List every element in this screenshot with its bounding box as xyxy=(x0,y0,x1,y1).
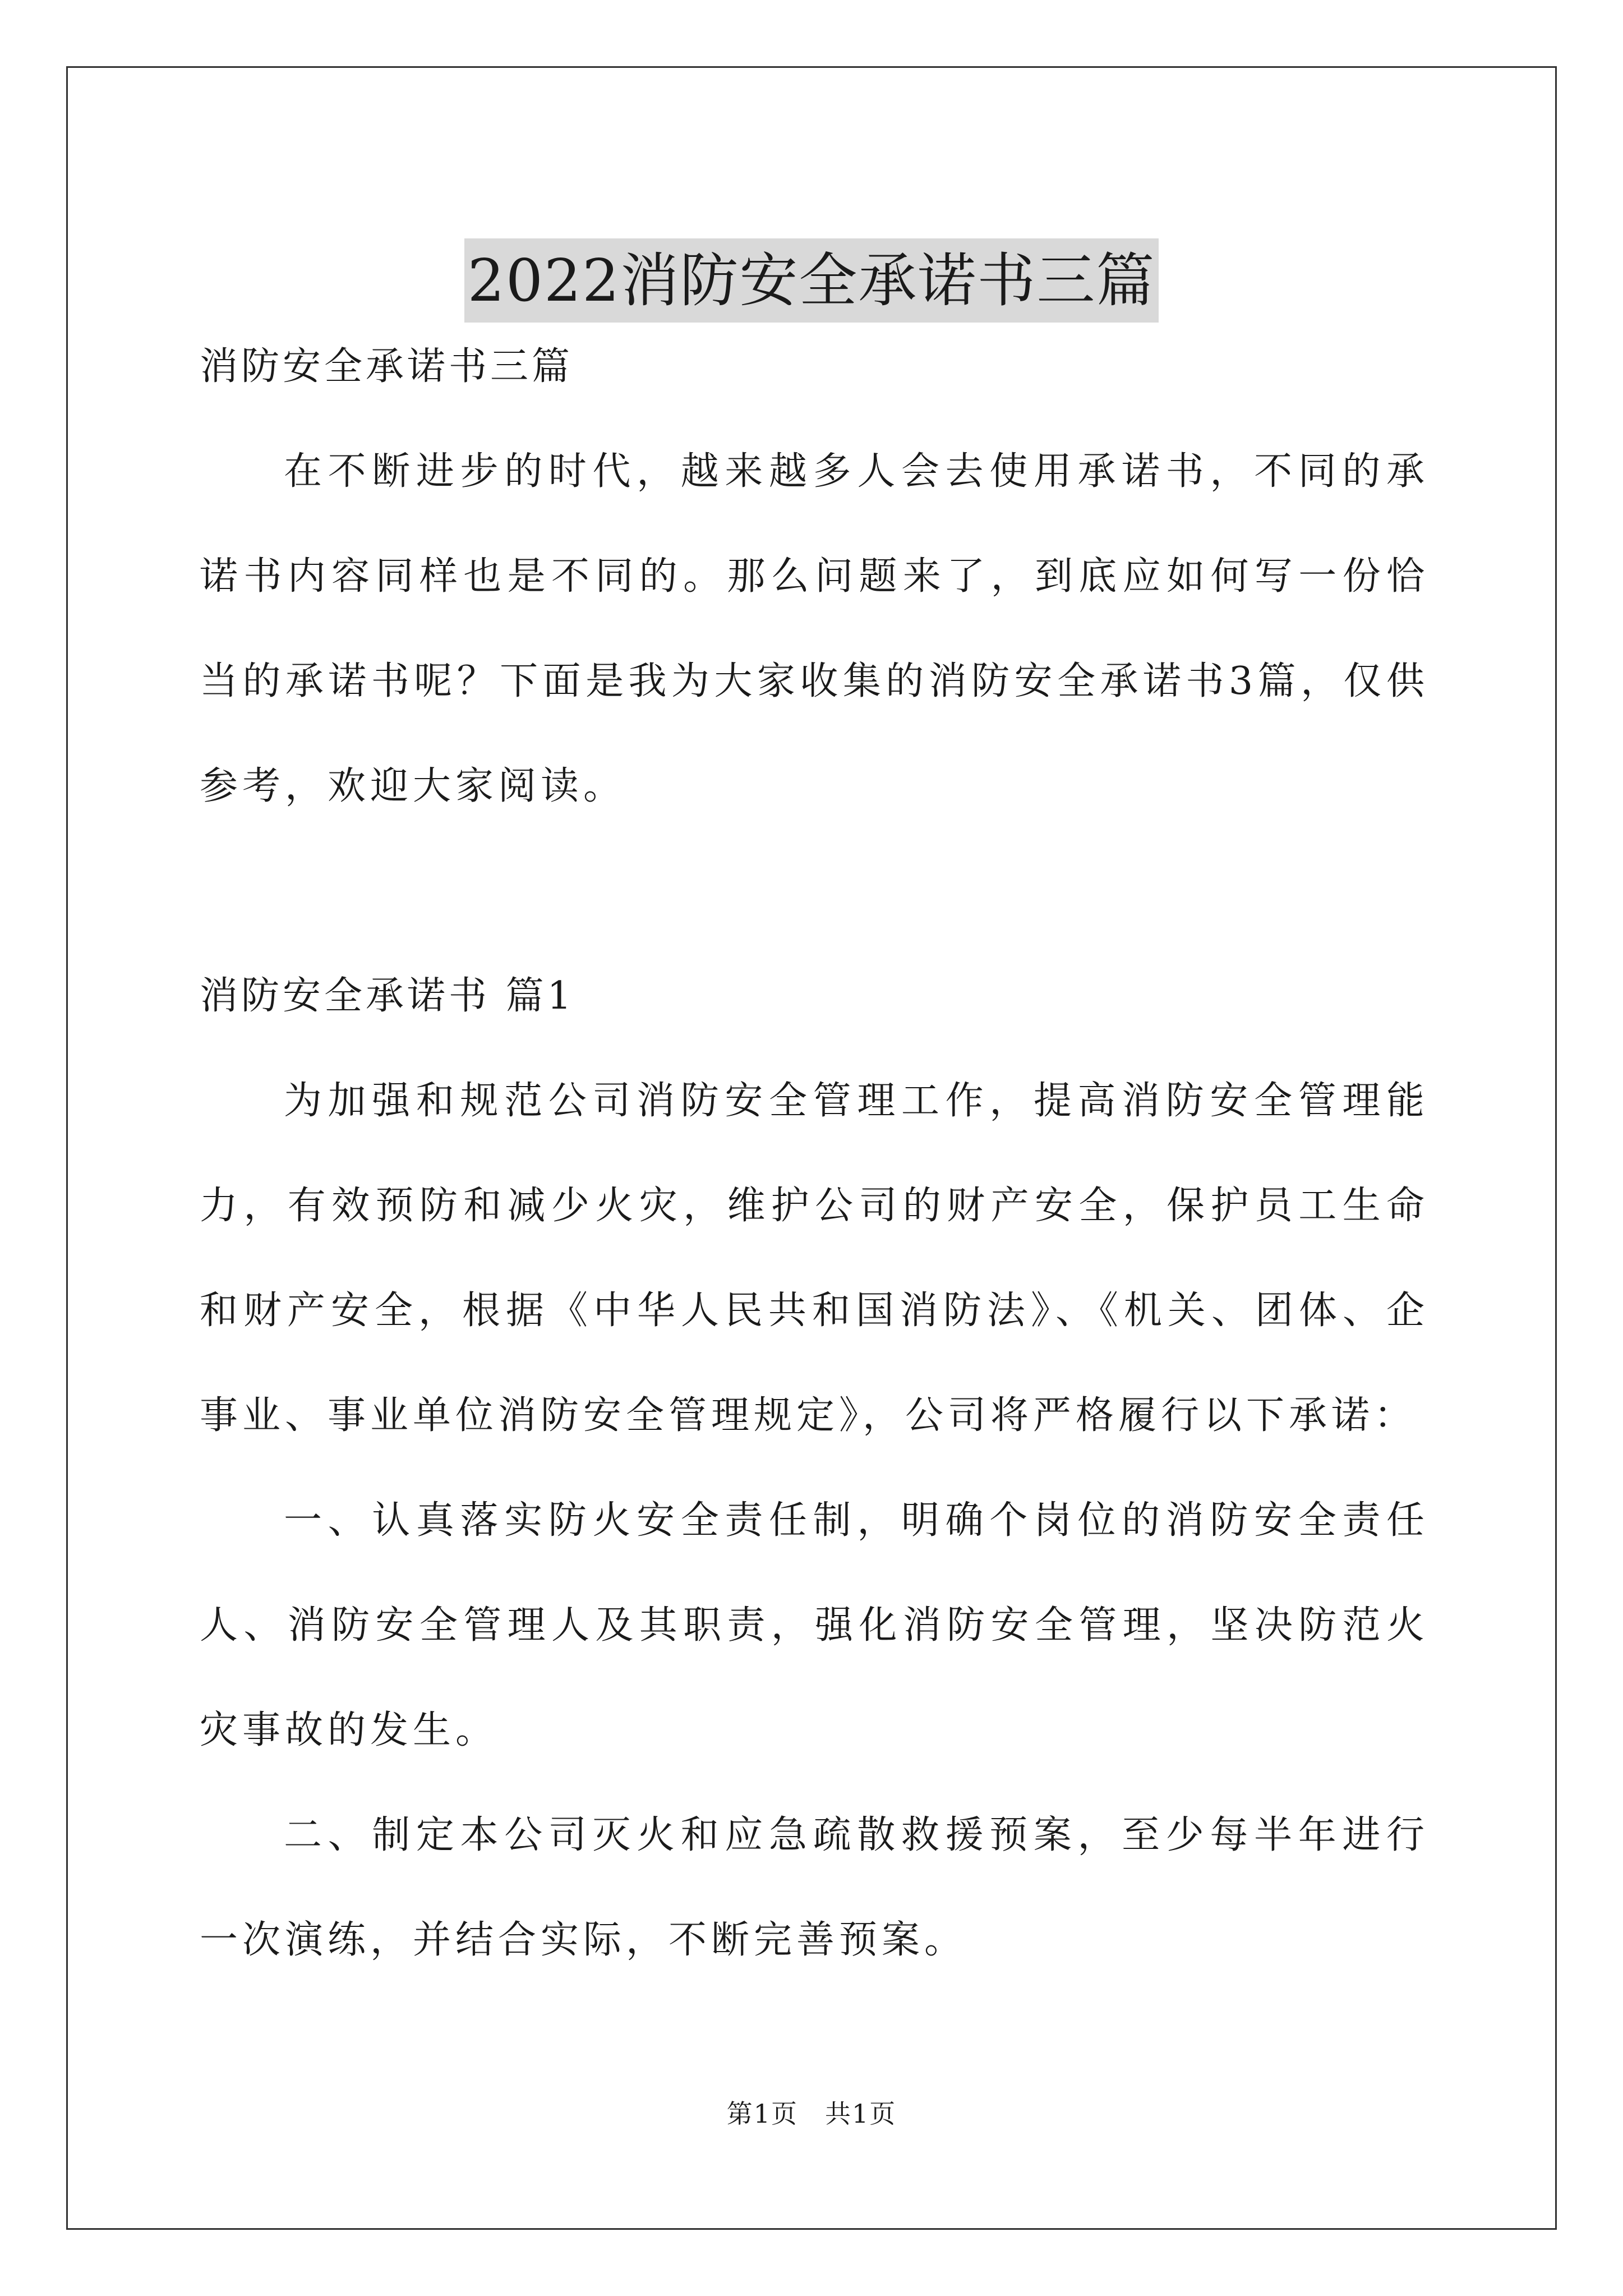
page-footer xyxy=(0,2097,1623,2131)
document-body xyxy=(200,314,1429,1993)
page-total: 共1页 xyxy=(825,2099,897,2129)
page-number: 第1页 xyxy=(726,2099,798,2129)
document-subtitle: 消防安全承诺书三篇 xyxy=(200,344,574,389)
intro-paragraph: 在不断进步的时代，越来越多人会去使用承诺书，不同的承诺书内容同样也是不同的。那么问题来了，到底应如何写一份恰当的承诺书呢？下面是我为大家收集的消防安全承诺书3篇，仅供参考，欢迎大家阅读。 xyxy=(200,449,1429,808)
document-title: 2022消防安全承诺书三篇 xyxy=(464,238,1159,323)
section-spacer xyxy=(200,839,1429,944)
body-paragraph: 一、认真落实防火安全责任制，明确个岗位的消防安全责任人、消防安全管理人及其职责，强化消防安全管理，坚决防范火灾事故的发生。 xyxy=(200,1498,1429,1752)
body-paragraph: 二、制定本公司灭火和应急疏散救援预案，至少每半年进行一次演练，并结合实际，不断完善预案。 xyxy=(200,1813,1429,1962)
body-paragraph: 为加强和规范公司消防安全管理工作，提高消防安全管理能力，有效预防和减少火灾，维护公司的财产安全，保护员工生命和财产安全，根据《中华人民共和国消防法》、《机关、团体、企事业、事业单位消防安全管理规定》，公司将严格履行以下承诺： xyxy=(200,1079,1429,1438)
section-heading: 消防安全承诺书 篇1 xyxy=(200,974,575,1018)
